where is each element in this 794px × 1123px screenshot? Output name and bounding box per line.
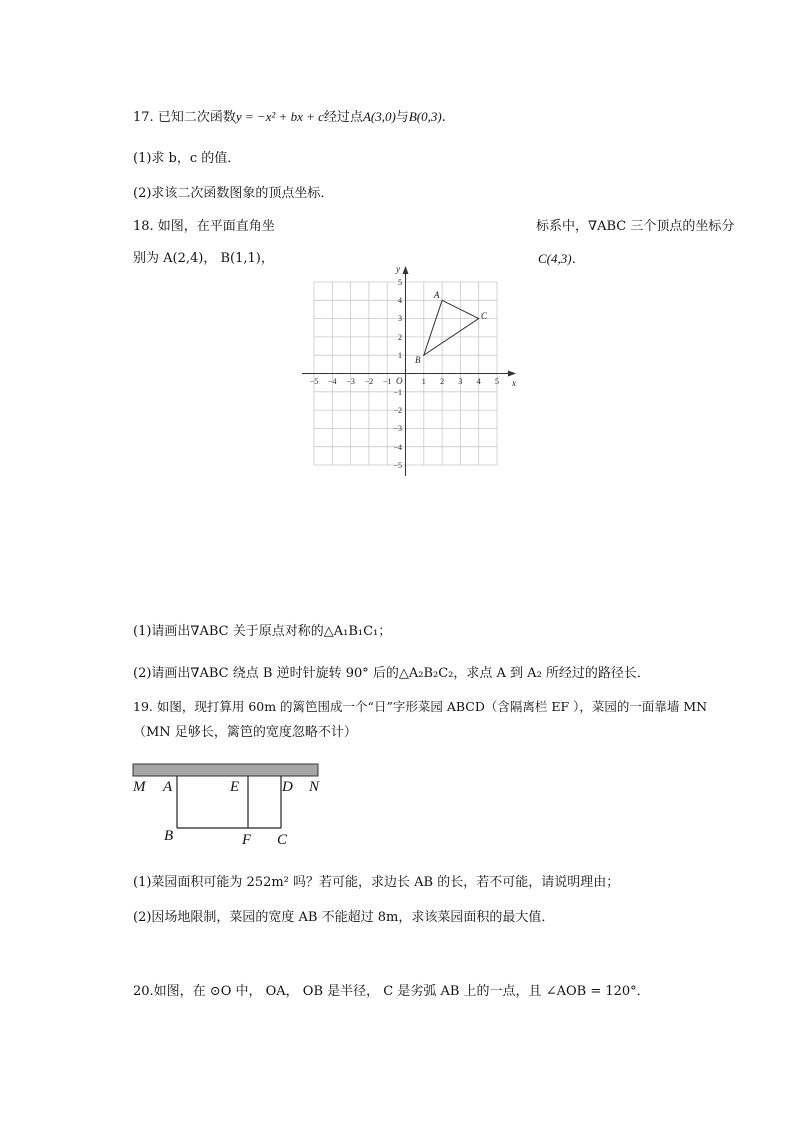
x-tick-label: −4 — [328, 377, 337, 386]
q18-line2-left: 别为 A(2,4)， B(1,1)， — [133, 251, 274, 266]
y-tick-label: −3 — [393, 424, 402, 433]
garden-figure — [130, 760, 330, 850]
x-tick-label: −1 — [382, 377, 392, 386]
origin-label: O — [396, 376, 403, 386]
q17-stem-pre: 已知二次函数 — [157, 110, 236, 125]
label-b: B — [164, 828, 174, 844]
x-tick-label: −3 — [346, 377, 355, 386]
y-tick-label: 4 — [398, 296, 402, 305]
q17-number: 17. — [133, 110, 154, 125]
wall-mn — [133, 764, 318, 776]
y-axis-label: y — [396, 264, 400, 274]
q17-stem-end: . — [441, 110, 446, 125]
y-tick-label: −4 — [393, 443, 402, 452]
x-tick-label: 5 — [495, 377, 499, 386]
q17-point-a: A(3,0) — [362, 109, 396, 124]
x-tick-label: 3 — [458, 377, 463, 386]
y-tick-label: −2 — [393, 406, 402, 415]
q18-line1-left: 18. 如图，在平面直角坐 — [133, 219, 275, 234]
x-tick-label: 4 — [476, 377, 481, 386]
y-tick-label: −1 — [393, 388, 402, 397]
triangle-abc — [424, 300, 479, 355]
y-tick-label: 2 — [398, 333, 402, 342]
x-axis-label: x — [512, 378, 516, 388]
q19-line2: （MN 足够长，篱笆的宽度忽略不计） — [133, 725, 357, 740]
x-tick-label: 2 — [440, 377, 445, 386]
label-m: M — [133, 779, 146, 795]
label-a: A — [163, 779, 173, 795]
label-n: N — [309, 779, 320, 795]
q19-part1: (1)菜园面积可能为 252m² 吗？若可能，求边长 AB 的长，若不可能，请说明理由； — [133, 875, 620, 890]
q17-stem-mid: 经过点 — [323, 110, 363, 125]
label-d: D — [282, 779, 293, 795]
q17-part1: (1)求 b，c 的值． — [133, 151, 241, 166]
y-tick-label: 1 — [398, 351, 402, 360]
y-tick-label: 5 — [398, 278, 402, 287]
vertex-label-b: B — [415, 355, 421, 365]
x-tick-label: 1 — [421, 377, 426, 386]
x-axis-arrow — [508, 371, 516, 377]
q18-part1: (1)请画出∇ABC 关于原点对称的△A₁B₁C₁； — [133, 624, 392, 639]
q17-point-b: B(0,3) — [408, 109, 442, 124]
y-tick-label: −5 — [393, 461, 402, 470]
q19-line1: 19. 如图，现打算用 60m 的篱笆围成一个“日”字形菜园 ABCD（含隔离栏 EF ），菜园的一面靠墙 MN — [133, 699, 708, 714]
q17-stem-and: 与 — [395, 110, 409, 125]
coordinate-graph — [296, 262, 536, 482]
axes — [302, 266, 516, 476]
y-tick-label: 3 — [398, 314, 402, 323]
x-tick-label: −5 — [309, 377, 319, 386]
vertex-label-a: A — [434, 290, 440, 300]
label-f: F — [242, 832, 252, 848]
y-axis-arrow — [403, 266, 409, 274]
q17-stem — [133, 108, 446, 127]
q19-part2: (2)因场地限制，菜园的宽度 AB 不能超过 8m，求该菜园面积的最大值． — [133, 910, 555, 925]
q17-formula: y = −x² + bx + c — [235, 109, 324, 124]
q20-line1: 20.如图，在 ⊙O 中， OA， OB 是半径， C 是劣弧 AB 上的一点，且 ∠AOB = 120°． — [133, 984, 650, 999]
label-e: E — [230, 779, 240, 795]
vertex-label-c: C — [481, 311, 488, 321]
q18-line1-right: 标系中，∇ABC 三个顶点的坐标分 — [536, 219, 735, 234]
q18-part2: (2)请画出∇ABC 绕点 B 逆时针旋转 90° 后的△A₂B₂C₂，求点 A 到 A₂ 所经过的路径长． — [133, 666, 650, 681]
label-c: C — [277, 832, 288, 848]
q17-part2: (2)求该二次函数图象的顶点坐标． — [133, 186, 334, 201]
q18-line2-right: C(4,3)． — [538, 251, 585, 266]
x-tick-label: −2 — [364, 377, 374, 386]
